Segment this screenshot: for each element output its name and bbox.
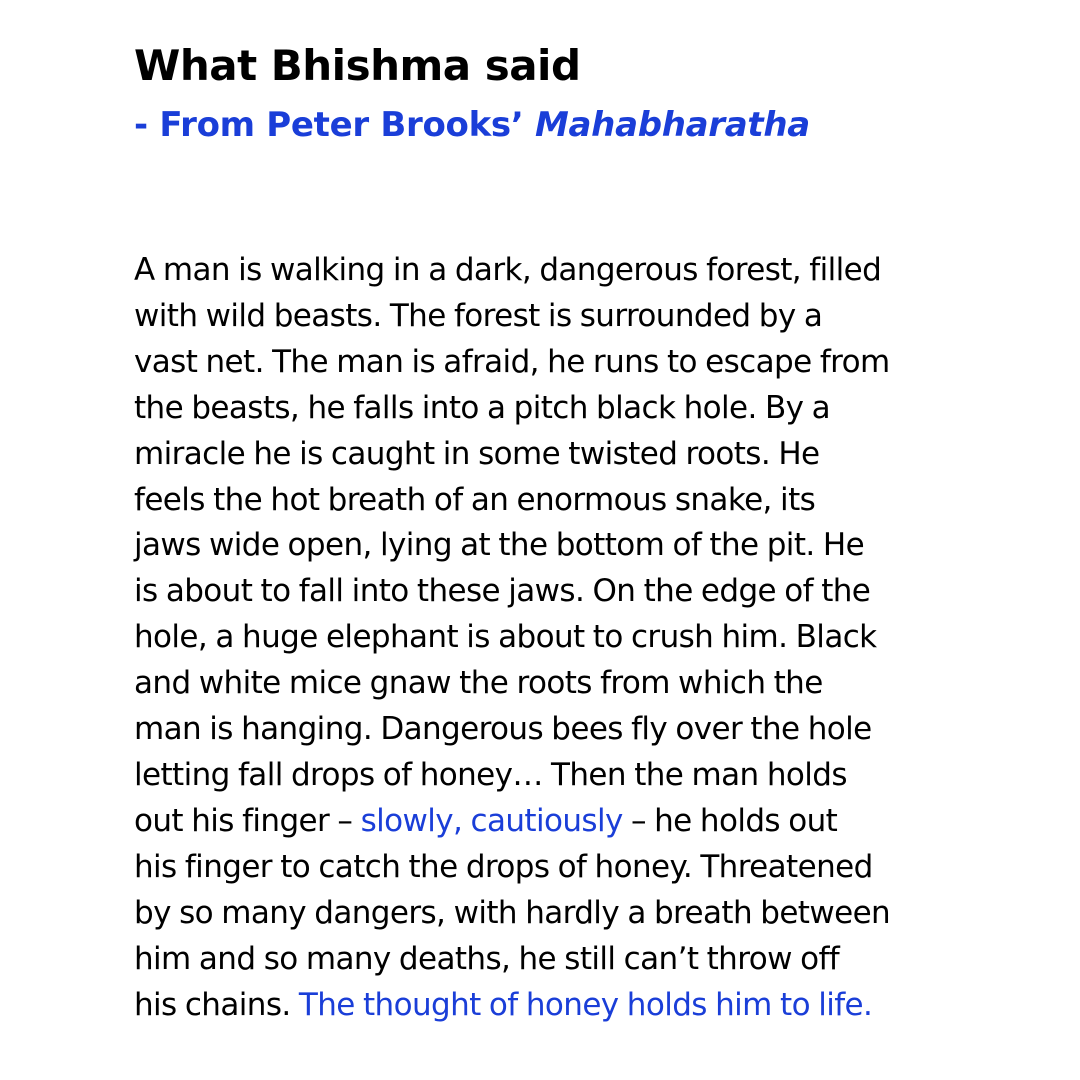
story-line: A man is walking in a dark, dangerous forest, filled — [134, 252, 882, 288]
story-line: hole, a huge elephant is about to crush him. Black — [134, 619, 877, 656]
story-line: the beasts, he falls into a pitch black hole. By a — [134, 389, 831, 426]
story-line: and white mice gnaw the roots from which the — [134, 665, 823, 702]
last-line-before: his chains. — [134, 986, 299, 1023]
highlight-closing-sentence: The thought of honey holds him to life. — [298, 986, 873, 1023]
story-line: man is hanging. Dangerous bees fly over the hole — [134, 711, 872, 748]
story-line-last — [134, 983, 964, 1029]
story-line: him and so many deaths, he still can’t throw off — [134, 940, 840, 977]
title: What Bhishma said — [134, 41, 581, 90]
story-line: jaws wide open, lying at the bottom of the pit. He — [134, 527, 865, 564]
story-line: his finger to catch the drops of honey. Threatened — [134, 848, 873, 885]
subtitle-prefix: - From Peter Brooks’ — [134, 105, 535, 145]
story-line: miracle he is caught in some twisted roots. He — [134, 435, 820, 472]
line13-after: – he holds out — [622, 802, 838, 839]
story-line: by so many dangers, with hardly a breath between — [134, 894, 891, 931]
story-line: with wild beasts. The forest is surrounded by a — [134, 297, 823, 334]
story-line: feels the hot breath of an enormous snake, its — [134, 481, 816, 518]
line13-before: out his finger – — [134, 802, 361, 839]
story-paragraph — [134, 248, 964, 1028]
subtitle-work-title: Mahabharatha — [535, 105, 810, 145]
subtitle — [134, 102, 1080, 148]
story-line: letting fall drops of honey… Then the man holds — [134, 756, 847, 793]
highlight-slowly-cautiously: slowly, cautiously — [360, 802, 623, 839]
story-line: vast net. The man is afraid, he runs to escape from — [134, 343, 890, 380]
story-line: is about to fall into these jaws. On the edge of the — [134, 573, 871, 610]
story-line-13 — [134, 799, 964, 845]
